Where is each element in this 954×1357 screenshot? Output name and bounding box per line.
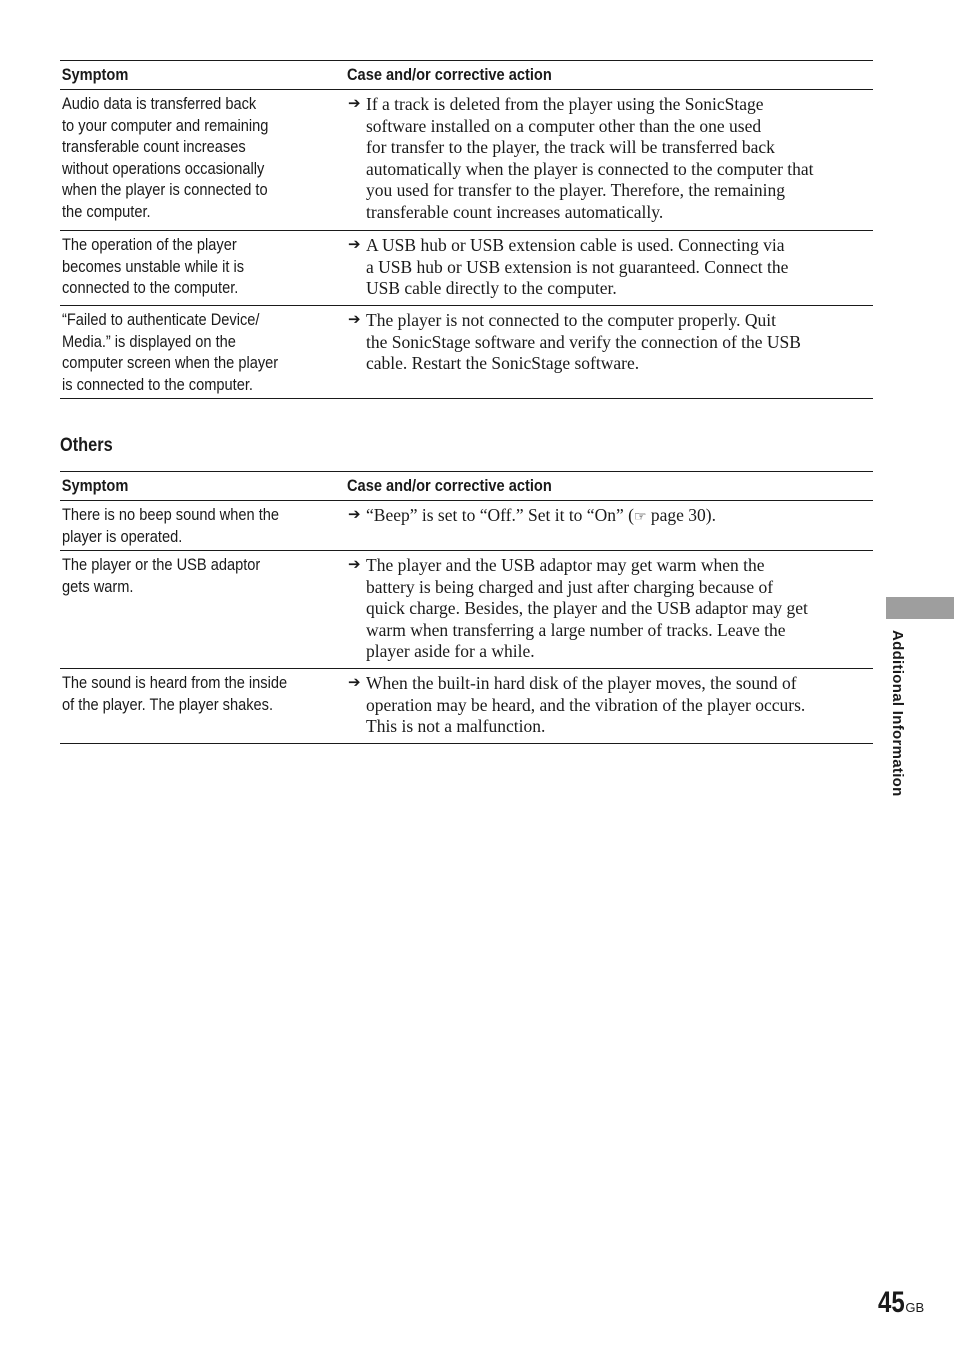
- action-cell: ➔ If a track is deleted from the player using the SonicStage software installed on a computer other than the one used for transfer to the player, the track will be transferred back automatically when the player is connected to the computer that you used for transfer to the player. Therefore, the remaining transferable count increases automatically.: [347, 90, 873, 230]
- action-column-header: Case and/or corrective action: [347, 65, 552, 84]
- side-section-label: Additional Information: [889, 630, 906, 797]
- table-row: [60, 90, 873, 231]
- symptom-cell: The operation of the player becomes unstable while it is connected to the computer.: [62, 235, 245, 298]
- action-cell: ➔ “Beep” is set to “Off.” Set it to “On” (☞ page 30).: [347, 501, 873, 550]
- action-column-header: Case and/or corrective action: [347, 476, 552, 495]
- symptom-cell: “Failed to authenticate Device/ Media.” is displayed on the computer screen when the player is connected to the computer.: [62, 310, 279, 394]
- symptom-cell: Audio data is transferred back to your computer and remaining transferable count increases without operations occasionally when the player is connected to the computer.: [62, 94, 269, 221]
- action-cell: ➔ The player and the USB adaptor may get warm when the battery is being charged and just after charging because of quick charge. Besides, the player and the USB adaptor may get warm when transferring a large number of tracks. Leave the player aside for a while.: [347, 551, 873, 668]
- troubleshooting-table-computer: [60, 60, 873, 399]
- table-row: [60, 306, 873, 399]
- symptom-cell: The player or the USB adaptor gets warm.: [62, 555, 261, 596]
- symptom-cell: The sound is heard from the inside of the player. The player shakes.: [62, 673, 288, 714]
- troubleshooting-table-others: [60, 471, 873, 744]
- symptom-column-header: Symptom: [61, 65, 129, 84]
- table-row: [60, 501, 873, 551]
- arrow-icon: ➔: [348, 96, 361, 112]
- arrow-icon: ➔: [348, 557, 361, 573]
- table-row: [60, 231, 873, 306]
- section-side-tab: [886, 597, 954, 619]
- action-cell: ➔ A USB hub or USB extension cable is used. Connecting via a USB hub or USB extension is not guaranteed. Connect the USB cable directly to the computer.: [347, 231, 873, 305]
- page-number-suffix: GB: [905, 1300, 925, 1315]
- arrow-icon: ➔: [348, 312, 361, 328]
- pointing-hand-icon: ☞: [633, 510, 647, 525]
- action-cell: ➔ When the built-in hard disk of the player moves, the sound of operation may be heard, and the vibration of the player occurs. This is not a malfunction.: [347, 669, 873, 743]
- table-row: [60, 669, 873, 744]
- arrow-icon: ➔: [348, 237, 361, 253]
- symptom-cell: There is no beep sound when the player is operated.: [62, 505, 280, 546]
- action-cell: ➔ The player is not connected to the computer properly. Quit the SonicStage software and verify the connection of the USB cable. Restart the SonicStage software.: [347, 306, 873, 398]
- table-row: [60, 551, 873, 669]
- arrow-icon: ➔: [348, 507, 361, 523]
- table-header: [60, 60, 873, 90]
- page-number-value: 45: [878, 1286, 905, 1319]
- table-header: [60, 471, 873, 501]
- page-number: [878, 1286, 924, 1320]
- symptom-column-header: Symptom: [61, 476, 129, 495]
- arrow-icon: ➔: [348, 675, 361, 691]
- section-title-others: Others: [60, 435, 113, 456]
